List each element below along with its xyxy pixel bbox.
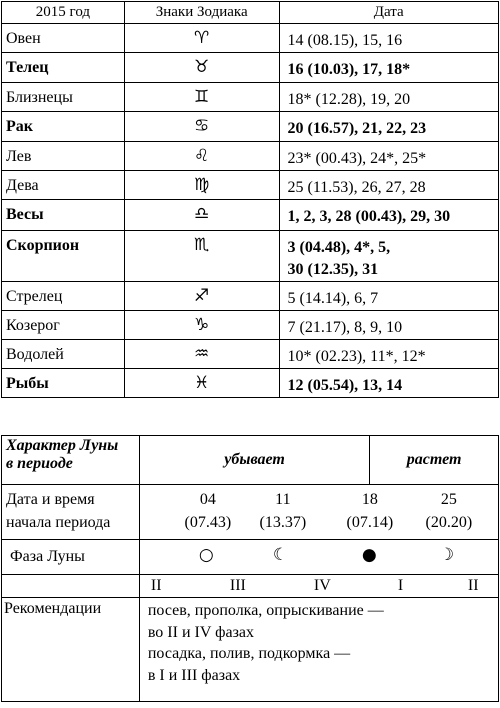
waxing-cell: растет (370, 436, 499, 485)
cancer-icon: ♋︎ (124, 112, 279, 142)
sign-name: Овен (2, 24, 125, 53)
phase-number: IV (313, 577, 331, 594)
sign-dates (279, 231, 499, 282)
period-day: 04 (199, 491, 216, 508)
sign-dates-line2: 30 (12.35), 31 (287, 261, 379, 278)
moon-dates-row (2, 485, 499, 540)
character-label (2, 436, 140, 485)
sign-dates: 20 (16.57), 21, 22, 23 (279, 112, 499, 142)
period-day: 18 (361, 491, 378, 508)
scorpio-icon: ♏︎ (124, 231, 279, 282)
moon-roman-row (2, 575, 499, 598)
sign-name: Скорпион (2, 231, 125, 282)
zodiac-row (2, 83, 499, 112)
recommendations-text (139, 598, 498, 702)
waning-cell: убывает (139, 436, 369, 485)
virgo-icon: ♍︎ (124, 171, 279, 200)
sign-dates: 1, 2, 3, 28 (00.43), 29, 30 (279, 200, 499, 231)
period-time: (07.43) (184, 514, 232, 531)
full-moon-icon: ○ (198, 545, 214, 565)
aries-icon: ♈︎ (124, 24, 279, 53)
sign-dates: 7 (21.17), 8, 9, 10 (279, 311, 499, 340)
recommendation-line: посадка, полив, подкормка — (147, 645, 351, 662)
recommendation-line: в I и III фазах (147, 666, 241, 684)
last-quarter-moon-icon: ☾ (272, 545, 289, 565)
zodiac-row (2, 340, 499, 369)
pisces-icon: ♓︎ (124, 369, 279, 398)
sign-name: Лев (2, 142, 125, 171)
zodiac-row (2, 24, 499, 53)
sign-name: Дева (2, 171, 125, 200)
character-label-line1: Характер Луны (6, 437, 119, 454)
moon-recommendations-row (2, 598, 499, 702)
zodiac-row (2, 231, 499, 282)
sign-name: Телец (2, 53, 125, 83)
gemini-icon: ♊︎ (124, 83, 279, 112)
zodiac-row (2, 369, 499, 398)
zodiac-row (2, 282, 499, 311)
phase-number: II (467, 577, 479, 594)
phase-number: I (397, 577, 404, 594)
zodiac-table (1, 1, 499, 398)
sign-dates: 16 (10.03), 17, 18* (279, 53, 499, 83)
sign-dates: 5 (14.14), 6, 7 (279, 282, 499, 311)
period-time: (07.14) (346, 514, 394, 531)
date-label-line1: Дата и время (6, 491, 95, 508)
dates-cell (139, 485, 498, 540)
character-label-line2: в периоде (6, 455, 73, 472)
zodiac-row (2, 53, 499, 83)
header-sign: Знаки Зодиака (124, 2, 279, 24)
moon-phase-table (1, 435, 499, 702)
first-quarter-moon-icon: ☽ (438, 545, 455, 565)
phase-icons-cell (139, 540, 498, 575)
zodiac-header-row (2, 2, 499, 24)
zodiac-row (2, 311, 499, 340)
period-time: (13.37) (259, 514, 307, 531)
sign-dates: 18* (12.28), 19, 20 (279, 83, 499, 112)
capricorn-icon: ♑︎ (124, 311, 279, 340)
sign-dates: 14 (08.15), 15, 16 (279, 24, 499, 53)
zodiac-body (2, 24, 499, 398)
moon-phase-row (2, 540, 499, 575)
sign-name: Водолей (2, 340, 125, 369)
recommendations-label: Рекомендации (2, 598, 140, 702)
leo-icon: ♌︎ (124, 142, 279, 171)
zodiac-row (2, 112, 499, 142)
roman-label-cell (2, 575, 140, 598)
period-start-date (168, 488, 248, 534)
sign-name: Близнецы (2, 83, 125, 112)
sign-name: Стрелец (2, 282, 125, 311)
phase-number: III (229, 577, 246, 594)
period-start-date (243, 488, 323, 534)
zodiac-row (2, 142, 499, 171)
period-time: (20.20) (425, 514, 473, 531)
sign-name: Весы (2, 200, 125, 231)
header-year: 2015 год (2, 2, 125, 24)
header-date: Дата (279, 2, 499, 24)
period-day: 25 (440, 491, 457, 508)
recommendation-line: во II и IV фазах (147, 623, 255, 641)
recommendation-line: посев, прополка, опрыскивание — (147, 602, 384, 619)
sign-dates-line1: 3 (04.48), 4*, 5, (287, 239, 391, 256)
period-start-date (330, 488, 410, 534)
aquarius-icon: ♒︎ (124, 340, 279, 369)
phase-numbers-cell (139, 575, 498, 598)
period-day: 11 (275, 491, 291, 508)
sagittarius-icon: ♐︎ (124, 282, 279, 311)
sign-name: Козерог (2, 311, 125, 340)
date-label (2, 485, 140, 540)
new-moon-icon: ● (361, 545, 377, 565)
sign-name: Рак (2, 112, 125, 142)
sign-dates: 25 (11.53), 26, 27, 28 (279, 171, 499, 200)
sign-name: Рыбы (2, 369, 125, 398)
moon-character-row (2, 436, 499, 485)
taurus-icon: ♉︎ (124, 53, 279, 83)
zodiac-row (2, 200, 499, 231)
date-label-line2: начала периода (6, 514, 111, 531)
sign-dates: 12 (05.54), 13, 14 (279, 369, 499, 398)
period-start-date (409, 488, 489, 534)
phase-number: II (150, 577, 162, 594)
sign-dates: 10* (02.23), 11*, 12* (279, 340, 499, 369)
phase-label: Фаза Луны (2, 540, 140, 575)
sign-dates: 23* (00.43), 24*, 25* (279, 142, 499, 171)
libra-icon: ♎︎ (124, 200, 279, 231)
zodiac-row (2, 171, 499, 200)
